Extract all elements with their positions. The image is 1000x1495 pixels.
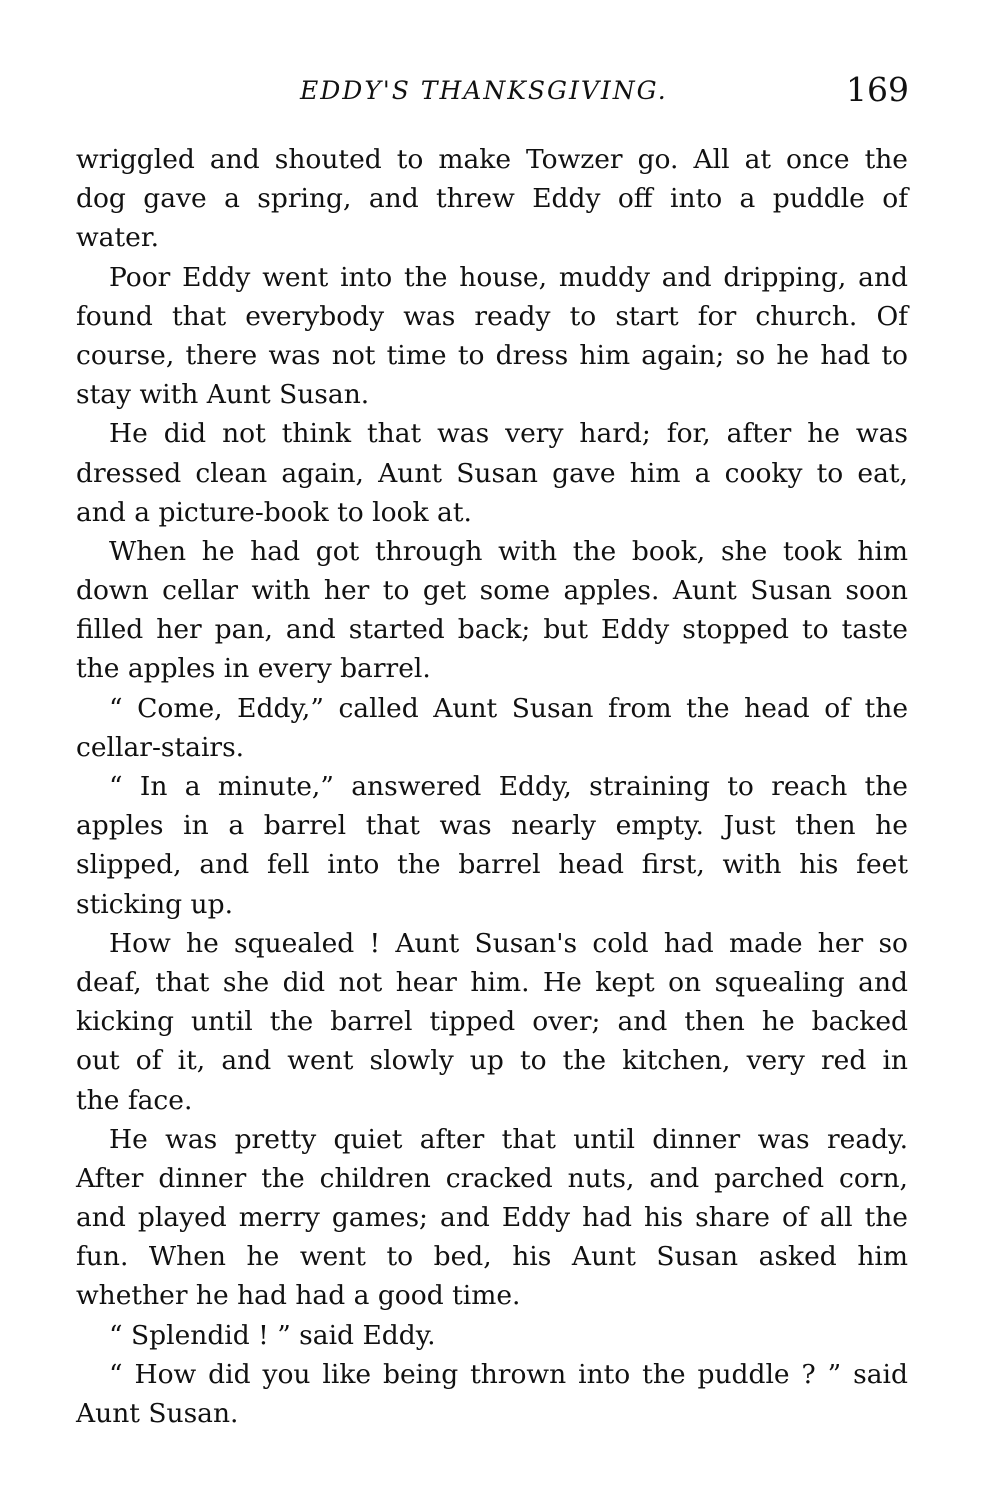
text-line: out of it, and went slowly up to the kitchen, very red in bbox=[76, 1045, 908, 1077]
text-line: “ Come, Eddy,” called Aunt Susan from the head of the bbox=[109, 692, 908, 724]
text-line: dressed clean again, Aunt Susan gave him a cooky to eat, bbox=[76, 457, 908, 489]
paragraph bbox=[76, 414, 908, 532]
paragraph bbox=[76, 258, 908, 415]
text-line: After dinner the children cracked nuts, and parched corn, bbox=[76, 1162, 908, 1194]
text-line: “ How did you like being thrown into the puddle ? ” said bbox=[109, 1358, 908, 1390]
text-line: wriggled and shouted to make Towzer go. All at once the bbox=[76, 144, 908, 175]
page-number: 169 bbox=[846, 70, 909, 109]
text-line: fun. When he went to bed, his Aunt Susan asked him bbox=[76, 1241, 908, 1273]
text-line: the face. bbox=[76, 1084, 193, 1116]
text-line: He did not think that was very hard; for, after he was bbox=[109, 418, 908, 450]
paragraph bbox=[76, 924, 908, 1120]
text-line: the apples in every barrel. bbox=[76, 653, 431, 685]
text-line: When he had got through with the book, she took him bbox=[109, 535, 908, 567]
paragraph bbox=[76, 532, 908, 689]
text-line: down cellar with her to get some apples. Aunt Susan soon bbox=[76, 575, 908, 607]
paragraph bbox=[76, 1355, 908, 1433]
text-line: found that everybody was ready to start for church. Of bbox=[76, 300, 908, 332]
paragraph bbox=[76, 1316, 908, 1355]
running-head bbox=[0, 68, 1000, 112]
paragraph bbox=[76, 140, 908, 258]
paragraph bbox=[76, 689, 908, 767]
text-line: whether he had had a good time. bbox=[76, 1280, 521, 1312]
text-line: “ In a minute,” answered Eddy, straining to reach the bbox=[109, 771, 908, 802]
paragraph bbox=[76, 1120, 908, 1316]
text-line: He was pretty quiet after that until dinner was ready. bbox=[109, 1123, 908, 1155]
text-line: filled her pan, and started back; but Eddy stopped to taste bbox=[76, 614, 908, 646]
text-line: and played merry games; and Eddy had his share of all the bbox=[76, 1202, 908, 1234]
text-line: and a picture-book to look at. bbox=[76, 496, 472, 528]
text-line: cellar-stairs. bbox=[76, 731, 245, 763]
text-line: How he squealed ! Aunt Susan's cold had made her so bbox=[109, 927, 908, 959]
text-line: kicking until the barrel tipped over; and then he backed bbox=[76, 1006, 908, 1038]
running-title: EDDY'S THANKSGIVING. bbox=[300, 76, 668, 105]
text-line: course, there was not time to dress him again; so he had to bbox=[76, 339, 908, 371]
text-line: Poor Eddy went into the house, muddy and dripping, and bbox=[109, 261, 908, 293]
text-line: slipped, and fell into the barrel head first, with his feet bbox=[76, 849, 908, 881]
text-line: stay with Aunt Susan. bbox=[76, 379, 370, 411]
body-text bbox=[76, 140, 908, 1433]
text-line: dog gave a spring, and threw Eddy off into a puddle of bbox=[76, 183, 908, 215]
paragraph bbox=[76, 767, 908, 924]
text-line: “ Splendid ! ” said Eddy. bbox=[109, 1319, 436, 1351]
text-line: Aunt Susan. bbox=[76, 1398, 239, 1429]
text-line: deaf, that she did not hear him. He kept on squealing and bbox=[76, 966, 908, 998]
text-line: apples in a barrel that was nearly empty. Just then he bbox=[76, 810, 908, 842]
text-line: sticking up. bbox=[76, 888, 234, 920]
text-line: water. bbox=[76, 222, 159, 254]
